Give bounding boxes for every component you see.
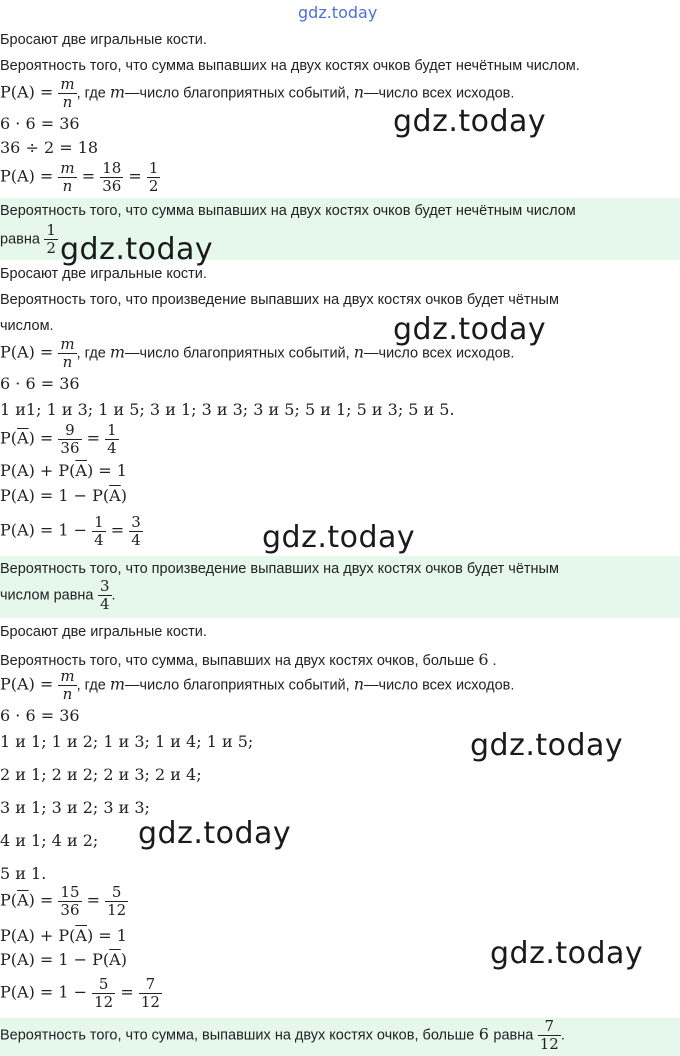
problem3-complement-prob: $P(\overline{A})$ = $\frac{15}{36}$ = $\frac{5}{12}$ (0, 883, 127, 919)
problem1-question: Вероятность того, что сумма выпавших на двух костях очков будет нечётным числом. (0, 58, 580, 74)
problem2-question-line1: Вероятность того, что произведение выпавших на двух костях очков будет чётным (0, 292, 559, 308)
problem1-calc2: 36 ÷ 2 = 18 (0, 138, 99, 157)
watermark: gdz.today (138, 816, 292, 851)
problem1-calc1: 6 · 6 = 36 (0, 114, 80, 133)
problem3-final-formula: P(A) = 1 − $\frac{5}{12}$ = $\frac{7}{12}$ (0, 975, 160, 1011)
problem3-prob-formula: P(A) = $\frac{m}{n}$ , где m—число благоприятных событий, n—число всех исходов. (0, 667, 515, 703)
problem2-outcomes: 1 и1; 1 и 3; 1 и 5; 3 и 1; 3 и 3; 3 и 5; 5 и 1; 5 и 3; 5 и 5. (0, 400, 455, 419)
problem1-answer-text: Вероятность того, что сумма выпавших на двух костях очков будет нечётным числом (0, 203, 576, 219)
problem2-answer-value: числом равна $\frac{3}{4}$ . (0, 577, 116, 613)
watermark: gdz.today (470, 728, 624, 763)
problem2-sum-eq: $P(A) + P(\overline{A}) = 1$ (0, 461, 127, 480)
problem2-question-line2: числом. (0, 318, 54, 334)
problem3-outcomes-row: 1 и 1; 1 и 2; 1 и 3; 1 и 4; 1 и 5; (0, 732, 254, 751)
problem2-answer-box (0, 556, 680, 618)
site-link[interactable]: gdz.today (298, 3, 378, 22)
watermark: gdz.today (393, 104, 547, 139)
problem3-complement-eq: $P(A) = 1 - P(\overline{A})$ (0, 950, 127, 969)
problem1-prob-formula: P(A) = $\frac{m}{n}$ , где m—число благоприятных событий, n—число всех исходов. (0, 75, 515, 111)
watermark: gdz.today (393, 312, 547, 347)
problem2-answer-text: Вероятность того, что произведение выпавших на двух костях очков будет чётным (0, 561, 559, 577)
problem3-outcomes-row: 5 и 1. (0, 864, 47, 883)
problem3-answer-box (0, 1018, 680, 1056)
watermark: gdz.today (490, 936, 644, 971)
problem2-calc1: 6 · 6 = 36 (0, 374, 80, 393)
problem2-complement-prob: $P(\overline{A})$ = $\frac{9}{36}$ = $\frac{1}{4}$ (0, 421, 117, 457)
problem1-answer-value: равна $\frac{1}{2}$ (0, 221, 56, 257)
problem2-complement-eq: $P(A) = 1 - P(\overline{A})$ (0, 486, 127, 505)
watermark: gdz.today (60, 232, 214, 267)
problem3-intro: Бросают две игральные кости. (0, 624, 207, 640)
problem3-calc1: 6 · 6 = 36 (0, 706, 80, 725)
problem1-intro: Бросают две игральные кости. (0, 32, 207, 48)
problem2-intro: Бросают две игральные кости. (0, 266, 207, 282)
problem2-prob-formula: P(A) = $\frac{m}{n}$ , где m—число благоприятных событий, n—число всех исходов. (0, 335, 515, 371)
problem3-answer-text: Вероятность того, что сумма, выпавших на двух костях очков, больше 6 равна $\frac{7}{12}$ . (0, 1017, 565, 1053)
problem3-question: Вероятность того, что сумма, выпавших на двух костях очков, больше 6 . (0, 650, 497, 669)
problem3-outcomes-row: 4 и 1; 4 и 2; (0, 831, 99, 850)
problem3-outcomes-row: 3 и 1; 3 и 2; 3 и 3; (0, 798, 150, 817)
problem2-final-formula: P(A) = 1 − $\frac{1}{4}$ = $\frac{3}{4}$ (0, 513, 141, 549)
problem3-sum-eq: $P(A) + P(\overline{A}) = 1$ (0, 926, 127, 945)
problem3-outcomes-row: 2 и 1; 2 и 2; 2 и 3; 2 и 4; (0, 765, 202, 784)
watermark: gdz.today (262, 520, 416, 555)
problem1-result-formula: P(A) = $\frac{m}{n}$ = $\frac{18}{36}$ = $\frac{1}{2}$ (0, 159, 159, 195)
